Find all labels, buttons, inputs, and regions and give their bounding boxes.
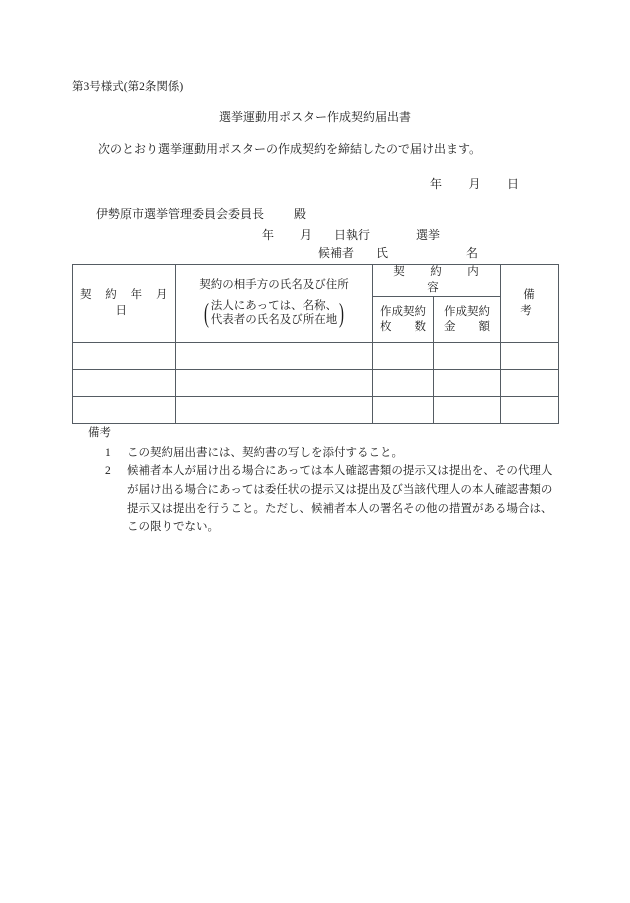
candidate-surname-label: 氏 [376, 246, 389, 260]
cell-counterparty[interactable] [176, 343, 373, 370]
contract-table [72, 264, 579, 424]
exec-month-label: 月 [300, 228, 313, 242]
addressee-honorific: 殿 [294, 207, 307, 221]
cell-contract-date[interactable] [73, 370, 176, 397]
election-label: 選挙 [416, 228, 441, 242]
cell-contract-date[interactable] [73, 343, 176, 370]
cell-remarks[interactable] [501, 343, 559, 370]
table-row[interactable] [73, 370, 559, 397]
exec-year-label: 年 [262, 228, 275, 242]
cell-amount[interactable] [434, 343, 501, 370]
submission-date-line [430, 175, 520, 192]
table-header-row-top [73, 265, 559, 297]
addressee-name: 伊勢原市選挙管理委員会委員長 [96, 207, 265, 221]
header-amount [434, 297, 501, 343]
exec-day-label: 日執行 [334, 228, 371, 242]
note-number: 1 [105, 446, 111, 459]
form-number: 第3号様式(第2条関係) [72, 81, 184, 93]
cell-sheets[interactable] [373, 343, 434, 370]
cell-sheets[interactable] [373, 370, 434, 397]
header-sheets-line2: 枚 数 [380, 320, 426, 333]
header-contract-content-label: 契 約 内 容 [393, 266, 505, 294]
note-number: 2 [105, 465, 111, 478]
candidate-label: 候補者 [318, 246, 355, 260]
notes-section [88, 424, 558, 537]
note-item [105, 444, 558, 463]
cell-remarks[interactable] [501, 397, 559, 424]
candidate-given-label: 名 [466, 246, 479, 260]
note-text: この契約届出書には、契約書の写しを添付すること。 [127, 446, 403, 459]
header-contract-date-label: 契 約 年 月 日 [79, 289, 174, 317]
header-remarks [501, 265, 579, 343]
cell-amount[interactable] [434, 397, 501, 424]
document-title: 選挙運動用ポスター作成契約届出書 [218, 110, 411, 124]
header-sheets-line1: 作成契約 [380, 305, 426, 318]
intro-statement: 次のとおり選挙運動用ポスターの作成契約を締結したので届け出ます。 [98, 142, 482, 156]
date-day-label: 日 [507, 177, 520, 191]
header-amount-line2: 金 額 [444, 320, 490, 333]
note-text: 候補者本人が届け出る場合にあっては本人確認書類の提示又は提出を、その代理人が届け出る場合にあっては委任状の提示又は提出及び当該代理人の本人確認書類の提示又は提出を行うこと。ただし、候補者本人の署名その他の措置がある場合は、この限りでない。 [127, 465, 553, 534]
header-counterparty [176, 265, 373, 343]
header-contract-content [373, 265, 505, 297]
date-month-label: 月 [468, 177, 482, 191]
counterparty-note-line2: 代表者の氏名及び所在地 [210, 314, 338, 327]
cell-remarks[interactable] [501, 370, 559, 397]
header-counterparty-label: 契約の相手方の氏名及び住所 [199, 279, 349, 292]
cell-sheets[interactable] [373, 397, 434, 424]
date-year-label: 年 [430, 177, 443, 191]
header-contract-date [73, 265, 176, 343]
notes-heading: 備考 [88, 427, 111, 439]
contract-table-wrapper [72, 264, 579, 424]
cell-amount[interactable] [434, 370, 501, 397]
election-execution-line [262, 226, 440, 243]
addressee-line [96, 205, 306, 222]
cell-counterparty[interactable] [176, 370, 373, 397]
counterparty-note-line1: 法人にあっては、名称、 [210, 299, 338, 312]
note-item [105, 462, 558, 537]
header-counterparty-note: ( 法人にあっては、名称、 代表者の氏名及び所在地 ) [203, 298, 345, 329]
header-remarks-label: 備 考 [520, 289, 579, 317]
header-sheets [373, 297, 434, 343]
table-row[interactable] [73, 397, 559, 424]
table-row[interactable] [73, 343, 559, 370]
header-amount-line1: 作成契約 [444, 305, 490, 318]
cell-counterparty[interactable] [176, 397, 373, 424]
cell-contract-date[interactable] [73, 397, 176, 424]
candidate-name-line [318, 244, 478, 261]
